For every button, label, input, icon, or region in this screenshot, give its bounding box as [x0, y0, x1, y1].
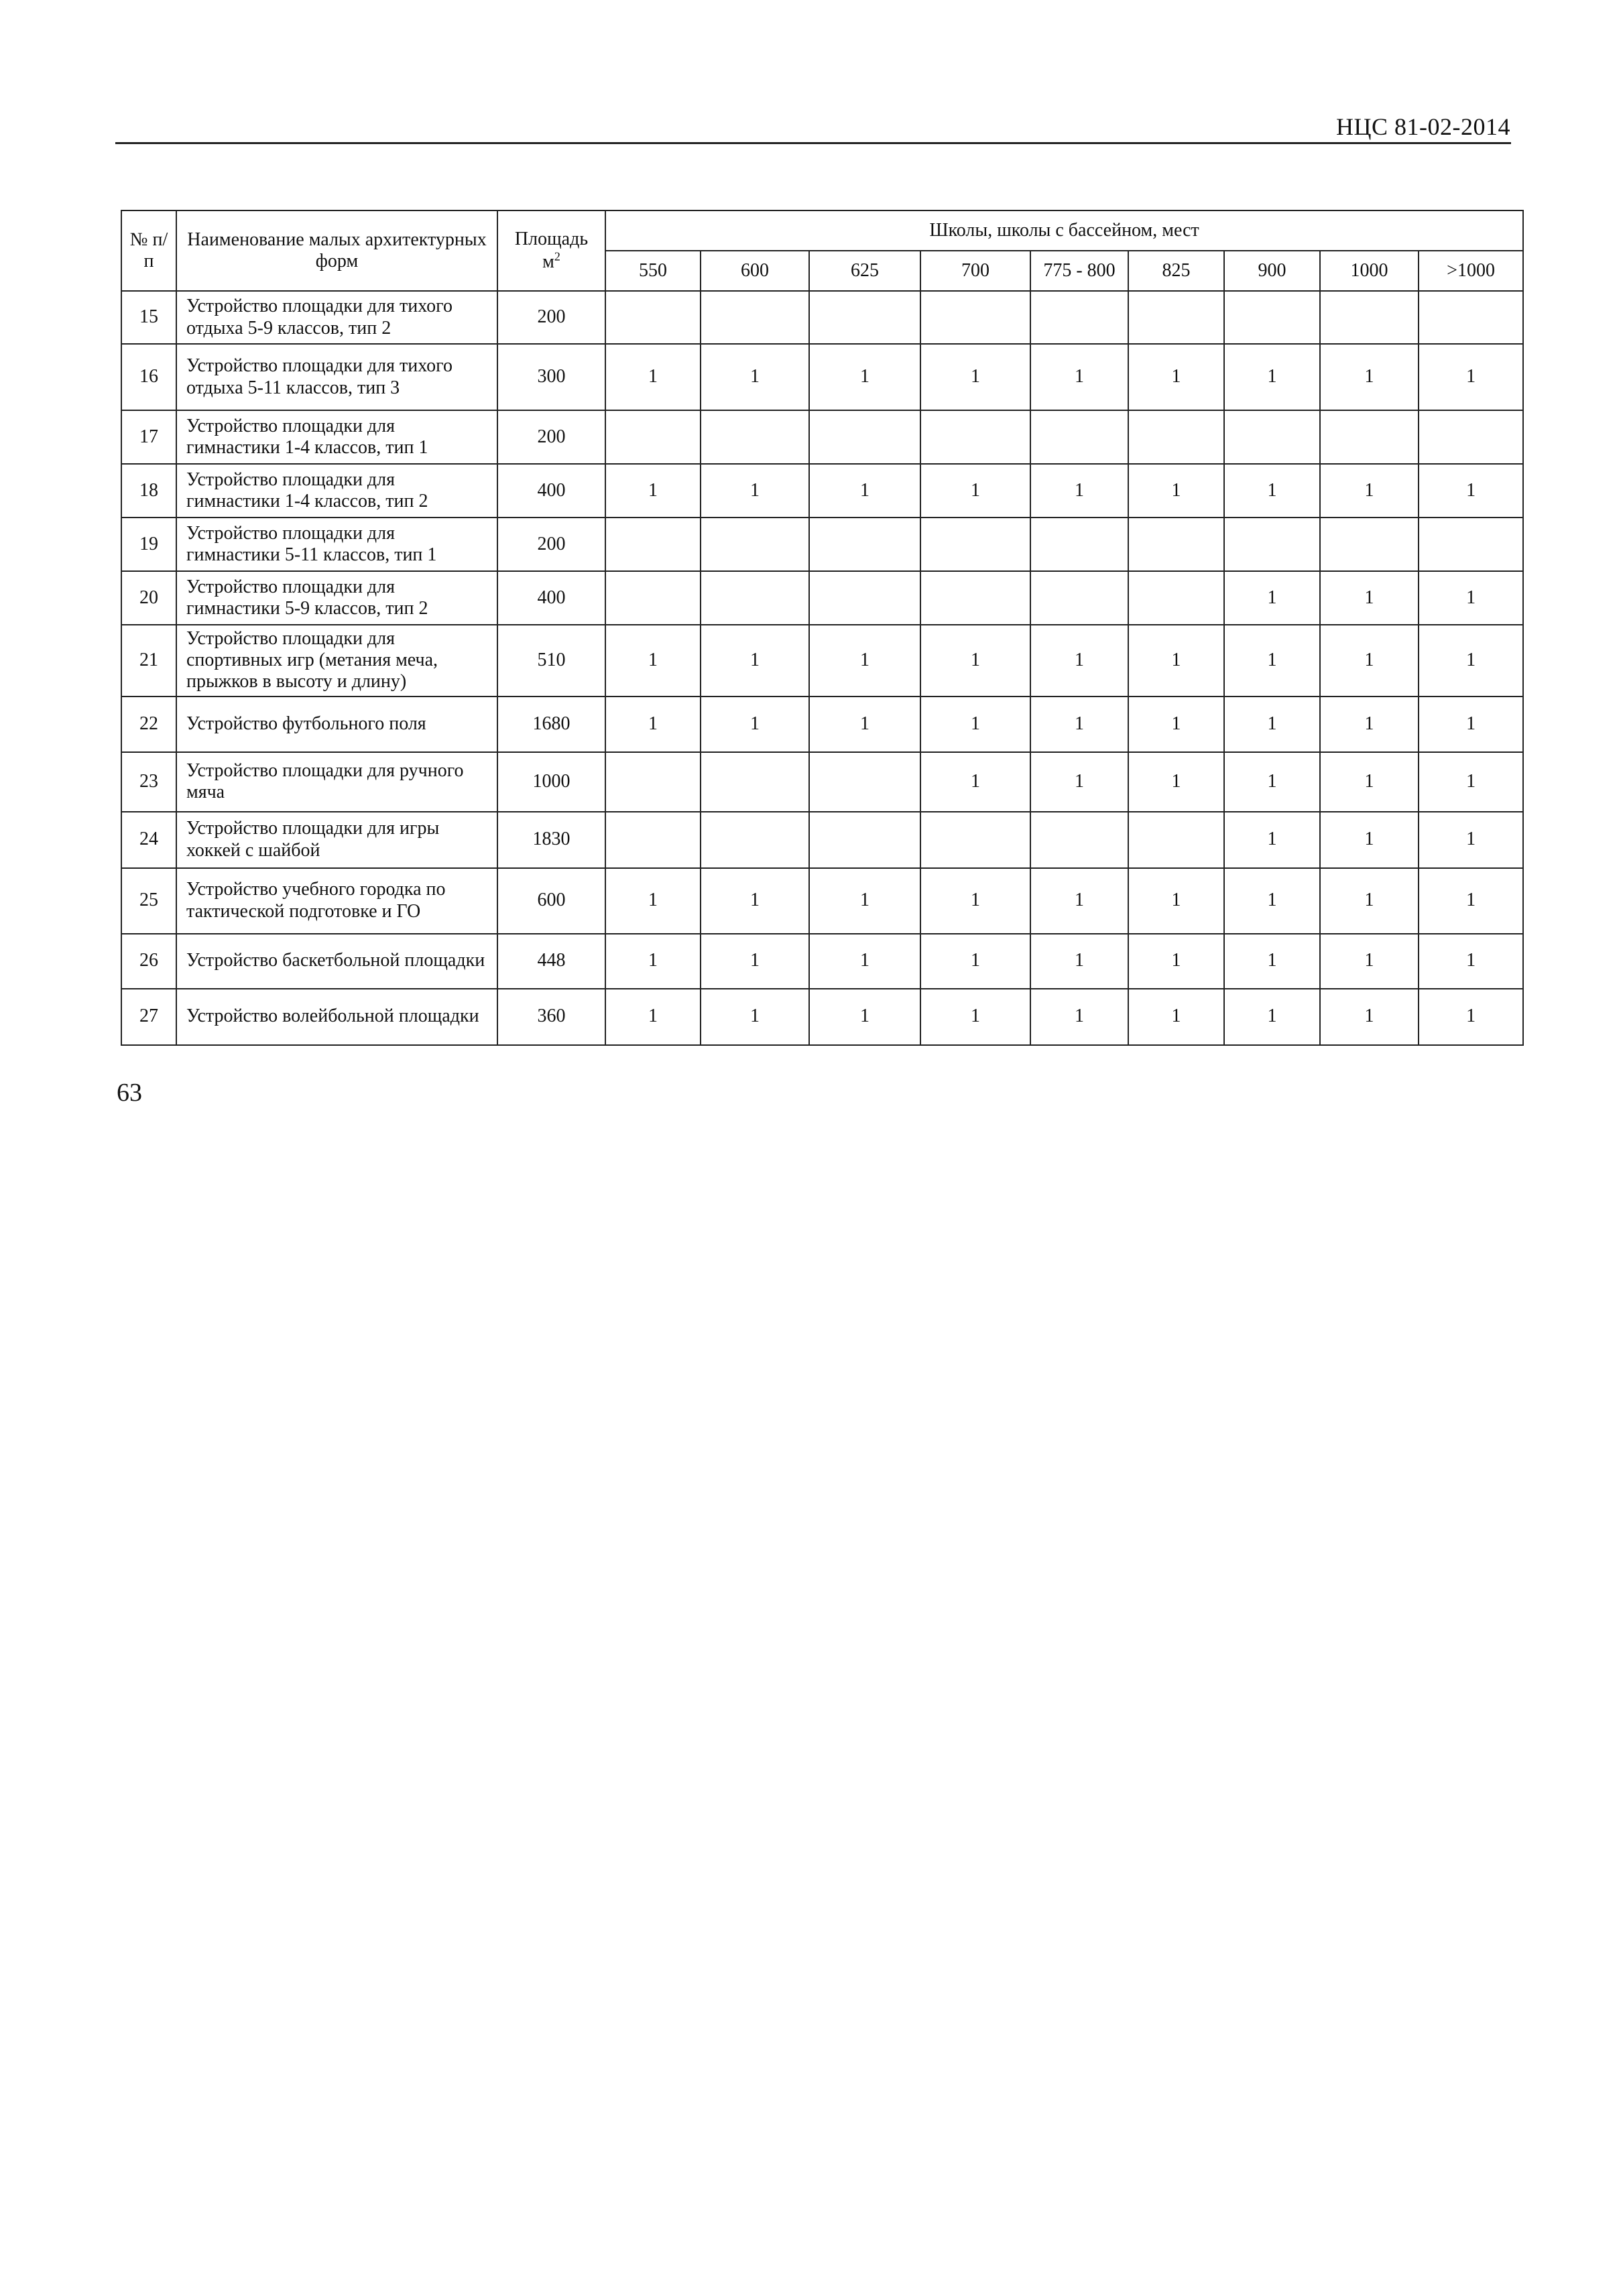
row-capacity-value: 1: [701, 464, 809, 518]
row-capacity-value: 1: [1030, 752, 1128, 812]
row-capacity-value: 1: [1419, 697, 1523, 752]
row-capacity-value: [809, 410, 920, 464]
row-capacity-value: 1: [1030, 934, 1128, 989]
row-capacity-value: 1: [920, 625, 1030, 697]
row-area: 300: [497, 344, 605, 410]
row-capacity-value: [1320, 410, 1419, 464]
row-capacity-value: 1: [605, 989, 701, 1045]
row-capacity-value: 1: [1320, 812, 1419, 868]
row-capacity-value: 1: [809, 989, 920, 1045]
header-area-unit: [542, 251, 560, 272]
row-capacity-value: [1030, 812, 1128, 868]
row-capacity-value: 1: [1128, 625, 1224, 697]
row-name: Устройство площадки для гимнастики 5-9 классов, тип 2: [176, 571, 497, 625]
header-capacity: 625: [809, 251, 920, 291]
row-capacity-value: [1224, 410, 1320, 464]
page-number: 63: [117, 1079, 142, 1107]
row-name: Устройство площадки для гимнастики 1-4 классов, тип 1: [176, 410, 497, 464]
row-area: 400: [497, 464, 605, 518]
table-row: [121, 812, 1523, 868]
row-capacity-value: 1: [920, 344, 1030, 410]
row-capacity-value: 1: [605, 934, 701, 989]
row-capacity-value: 1: [1030, 625, 1128, 697]
row-capacity-value: [1320, 291, 1419, 344]
row-number: 16: [121, 344, 176, 410]
row-capacity-value: 1: [1030, 697, 1128, 752]
table-body: [121, 291, 1523, 1045]
row-capacity-value: 1: [605, 697, 701, 752]
header-num: № п/п: [121, 210, 176, 291]
row-name: Устройство площадки для гимнастики 5-11 классов, тип 1: [176, 518, 497, 571]
row-capacity-value: [701, 812, 809, 868]
row-capacity-value: [809, 291, 920, 344]
row-capacity-value: [1128, 291, 1224, 344]
row-area: 510: [497, 625, 605, 697]
table-row: [121, 410, 1523, 464]
row-capacity-value: [1030, 518, 1128, 571]
row-capacity-value: 1: [920, 989, 1030, 1045]
table-row: [121, 752, 1523, 812]
header-capacity: 900: [1224, 251, 1320, 291]
row-name: Устройство учебного городка по тактической подготовке и ГО: [176, 868, 497, 934]
row-number: 18: [121, 464, 176, 518]
row-name: Устройство волейбольной площадки: [176, 989, 497, 1045]
table-row: [121, 868, 1523, 934]
row-capacity-value: 1: [1419, 812, 1523, 868]
header-rule: [115, 142, 1511, 144]
row-capacity-value: [1030, 291, 1128, 344]
row-capacity-value: [920, 291, 1030, 344]
row-area: 200: [497, 518, 605, 571]
row-capacity-value: 1: [701, 868, 809, 934]
row-capacity-value: 1: [1030, 868, 1128, 934]
row-capacity-value: 1: [701, 625, 809, 697]
row-number: 17: [121, 410, 176, 464]
row-capacity-value: 1: [1419, 752, 1523, 812]
row-capacity-value: 1: [1030, 464, 1128, 518]
table-row: [121, 344, 1523, 410]
row-capacity-value: 1: [1128, 464, 1224, 518]
document-code: НЦС 81-02-2014: [1336, 113, 1510, 140]
row-capacity-value: [701, 571, 809, 625]
row-capacity-value: 1: [1224, 464, 1320, 518]
row-capacity-value: 1: [701, 344, 809, 410]
row-capacity-value: 1: [809, 344, 920, 410]
row-number: 19: [121, 518, 176, 571]
row-number: 25: [121, 868, 176, 934]
row-area: 200: [497, 410, 605, 464]
row-capacity-value: 1: [1224, 344, 1320, 410]
row-capacity-value: 1: [1419, 989, 1523, 1045]
row-area: 1000: [497, 752, 605, 812]
row-capacity-value: [1030, 410, 1128, 464]
row-capacity-value: [1224, 291, 1320, 344]
row-capacity-value: 1: [1128, 697, 1224, 752]
row-capacity-value: 1: [1419, 344, 1523, 410]
row-capacity-value: [605, 812, 701, 868]
row-capacity-value: [1419, 410, 1523, 464]
row-capacity-value: [1320, 518, 1419, 571]
row-name: Устройство площадки для спортивных игр (метания меча, прыжков в высоту и длину): [176, 625, 497, 697]
row-capacity-value: 1: [1320, 989, 1419, 1045]
row-capacity-value: 1: [1224, 934, 1320, 989]
row-capacity-value: [920, 410, 1030, 464]
table-row: [121, 464, 1523, 518]
row-number: 26: [121, 934, 176, 989]
row-capacity-value: [605, 571, 701, 625]
row-capacity-value: [605, 518, 701, 571]
row-capacity-value: [809, 518, 920, 571]
area-unit-superscript: 2: [554, 249, 560, 263]
row-capacity-value: 1: [1030, 344, 1128, 410]
row-area: 448: [497, 934, 605, 989]
row-capacity-value: [605, 752, 701, 812]
row-capacity-value: 1: [1224, 812, 1320, 868]
row-capacity-value: 1: [1419, 571, 1523, 625]
row-capacity-value: [701, 410, 809, 464]
row-capacity-value: 1: [920, 934, 1030, 989]
row-capacity-value: [1419, 518, 1523, 571]
row-number: 21: [121, 625, 176, 697]
row-capacity-value: 1: [809, 464, 920, 518]
row-capacity-value: [920, 812, 1030, 868]
table-row: [121, 934, 1523, 989]
table-row: [121, 625, 1523, 697]
row-number: 23: [121, 752, 176, 812]
row-capacity-value: 1: [1224, 625, 1320, 697]
row-capacity-value: 1: [701, 989, 809, 1045]
table-row: [121, 989, 1523, 1045]
row-capacity-value: 1: [1128, 934, 1224, 989]
row-capacity-value: [701, 518, 809, 571]
row-name: Устройство площадки для гимнастики 1-4 классов, тип 2: [176, 464, 497, 518]
row-capacity-value: 1: [701, 697, 809, 752]
row-capacity-value: 1: [1320, 625, 1419, 697]
row-capacity-value: 1: [809, 625, 920, 697]
row-capacity-value: 1: [1128, 344, 1224, 410]
row-capacity-value: 1: [1320, 752, 1419, 812]
row-capacity-value: 1: [1224, 571, 1320, 625]
row-capacity-value: [809, 571, 920, 625]
row-capacity-value: 1: [809, 697, 920, 752]
row-capacity-value: 1: [1419, 625, 1523, 697]
row-capacity-value: 1: [1224, 868, 1320, 934]
row-capacity-value: 1: [1320, 697, 1419, 752]
row-capacity-value: 1: [605, 625, 701, 697]
row-capacity-value: [1128, 518, 1224, 571]
row-name: Устройство площадки для ручного мяча: [176, 752, 497, 812]
row-capacity-value: [1128, 812, 1224, 868]
row-area: 200: [497, 291, 605, 344]
header-capacity: 550: [605, 251, 701, 291]
row-capacity-value: 1: [1320, 868, 1419, 934]
row-capacity-value: 1: [1320, 344, 1419, 410]
row-capacity-value: 1: [1128, 752, 1224, 812]
row-capacity-value: 1: [1224, 752, 1320, 812]
row-capacity-value: [809, 812, 920, 868]
table-row: [121, 518, 1523, 571]
row-capacity-value: 1: [1419, 464, 1523, 518]
row-capacity-value: 1: [920, 868, 1030, 934]
row-area: 1680: [497, 697, 605, 752]
row-capacity-value: [1030, 571, 1128, 625]
row-number: 27: [121, 989, 176, 1045]
table-row: [121, 571, 1523, 625]
row-capacity-value: 1: [1128, 989, 1224, 1045]
row-capacity-value: 1: [1224, 989, 1320, 1045]
row-capacity-value: 1: [701, 934, 809, 989]
row-name: Устройство площадки для тихого отдыха 5-11 классов, тип 3: [176, 344, 497, 410]
row-area: 360: [497, 989, 605, 1045]
header-area-label: Площадь: [514, 228, 589, 249]
row-area: 400: [497, 571, 605, 625]
row-name: Устройство площадки для игры хоккей с шайбой: [176, 812, 497, 868]
row-capacity-value: 1: [809, 868, 920, 934]
row-capacity-value: 1: [920, 697, 1030, 752]
row-name: Устройство баскетбольной площадки: [176, 934, 497, 989]
row-capacity-value: 1: [605, 344, 701, 410]
row-capacity-value: [701, 291, 809, 344]
row-capacity-value: [1224, 518, 1320, 571]
header-capacity: 600: [701, 251, 809, 291]
row-capacity-value: 1: [605, 464, 701, 518]
row-capacity-value: 1: [920, 464, 1030, 518]
row-number: 22: [121, 697, 176, 752]
row-capacity-value: [1128, 571, 1224, 625]
header-capacity: 825: [1128, 251, 1224, 291]
row-capacity-value: 1: [920, 752, 1030, 812]
header-capacity: 1000: [1320, 251, 1419, 291]
row-capacity-value: 1: [605, 868, 701, 934]
row-capacity-value: 1: [1320, 571, 1419, 625]
header-capacity: 775 - 800: [1030, 251, 1128, 291]
row-capacity-value: 1: [1419, 934, 1523, 989]
row-capacity-value: 1: [1030, 989, 1128, 1045]
table-row: [121, 291, 1523, 344]
header-area: [497, 210, 605, 291]
row-name: Устройство футбольного поля: [176, 697, 497, 752]
table-row: [121, 697, 1523, 752]
row-number: 15: [121, 291, 176, 344]
row-capacity-value: [605, 291, 701, 344]
row-capacity-value: [701, 752, 809, 812]
row-capacity-value: [809, 752, 920, 812]
header-capacity: >1000: [1419, 251, 1523, 291]
area-unit-letter: м: [542, 251, 554, 273]
row-name: Устройство площадки для тихого отдыха 5-9 классов, тип 2: [176, 291, 497, 344]
row-capacity-value: [920, 518, 1030, 571]
row-capacity-value: [1128, 410, 1224, 464]
row-capacity-value: [920, 571, 1030, 625]
row-capacity-value: 1: [809, 934, 920, 989]
header-name: Наименование малых архитектурных форм: [176, 210, 497, 291]
row-capacity-value: 1: [1320, 934, 1419, 989]
row-capacity-value: 1: [1224, 697, 1320, 752]
row-capacity-value: 1: [1419, 868, 1523, 934]
header-capacity: 700: [920, 251, 1030, 291]
row-area: 600: [497, 868, 605, 934]
row-capacity-value: [605, 410, 701, 464]
row-area: 1830: [497, 812, 605, 868]
header-school-group: Школы, школы с бассейном, мест: [605, 210, 1523, 251]
row-capacity-value: 1: [1320, 464, 1419, 518]
norms-table: [121, 210, 1524, 1046]
row-capacity-value: 1: [1128, 868, 1224, 934]
row-number: 20: [121, 571, 176, 625]
row-capacity-value: [1419, 291, 1523, 344]
row-number: 24: [121, 812, 176, 868]
